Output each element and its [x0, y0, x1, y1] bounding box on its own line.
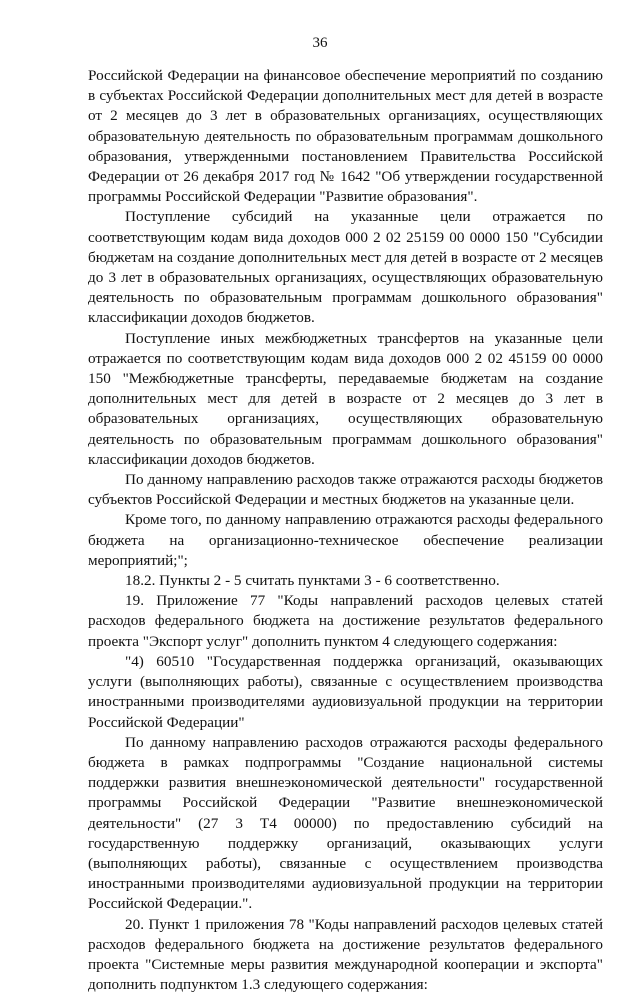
- paragraph-direction-description: По данному направлению расходов отражаются расходы федерального бюджета в рамках подпрограммы "Создание национальной системы поддержки развития внешнеэкономической деятельности" государственной программы Российской Федерации "Развитие внешнеэкономической деятельности" (27 3 Т4 00000) по предоставлению субсидий на государственную поддержку организаций, оказывающих услуги (выполняющих работы), связанные с осуществлением производства иностранными производителями аудиовизуальной продукции на территории Российской Федерации.".: [88, 733, 603, 913]
- paragraph-item-20: 20. Пункт 1 приложения 78 "Коды направлений расходов целевых статей расходов федерального бюджета на достижение результатов федерального проекта "Системные меры развития международной кооперации и экспорта" дополнить подпунктом 1.3 следующего содержания:: [88, 915, 603, 994]
- document-body: [88, 66, 603, 995]
- paragraph-subsidies-receipt: Поступление субсидий на указанные цели отражается по соответствующим кодам вида доходов 000 2 02 25159 00 0000 150 "Субсидии бюджетам на создание дополнительных мест для детей в возрасте от 2 месяцев до 3 лет в образовательных организациях, осуществляющих образовательную деятельность по образовательным программам дошкольного образования" классификации доходов бюджетов.: [88, 208, 603, 327]
- paragraph-item-19: 19. Приложение 77 "Коды направлений расходов целевых статей расходов федерального бюджета на достижение результатов федерального проекта "Экспорт услуг" дополнить пунктом 4 следующего содержания:: [88, 592, 603, 650]
- paragraph-item-18-2: 18.2. Пункты 2 - 5 считать пунктами 3 - 6 соответственно.: [125, 572, 500, 590]
- paragraph-continuation: Российской Федерации на финансовое обеспечение мероприятий по созданию в субъектах Российской Федерации дополнительных мест для детей в возрасте от 2 месяцев до 3 лет в образовательных организациях, осуществляющих образовательную деятельность по образовательным программам дошкольного образования, утвержденными постановлением Правительства Российской Федерации от 26 декабря 2017 год № 1642 "Об утверждении государственной программы Российской Федерации "Развитие образования".: [88, 67, 603, 206]
- page-number: 36: [312, 35, 328, 51]
- paragraph-transfers-receipt: Поступление иных межбюджетных трансфертов на указанные цели отражается по соответствующим кодам вида доходов 000 2 02 45159 00 0000 150 "Межбюджетные трансферты, передаваемые бюджетам на создание дополнительных мест для детей в возрасте от 2 месяцев до 3 лет в образовательных организациях, осуществляющих образовательную деятельность по образовательным программам дошкольного образования" классификации доходов бюджетов.: [88, 329, 603, 468]
- paragraph-federal-budget: Кроме того, по данному направлению отражаются расходы федерального бюджета на организационно-техническое обеспечение реализации мероприятий;";: [88, 511, 603, 569]
- paragraph-regional-budgets: По данному направлению расходов также отражаются расходы бюджетов субъектов Российской Федерации и местных бюджетов на указанные цели.: [88, 471, 603, 509]
- paragraph-item-4-60510: "4) 60510 "Государственная поддержка организаций, оказывающих услуги (выполняющих работы), связанные с осуществлением производства иностранными производителями аудиовизуальной продукции на территории Российской Федерации": [88, 652, 603, 731]
